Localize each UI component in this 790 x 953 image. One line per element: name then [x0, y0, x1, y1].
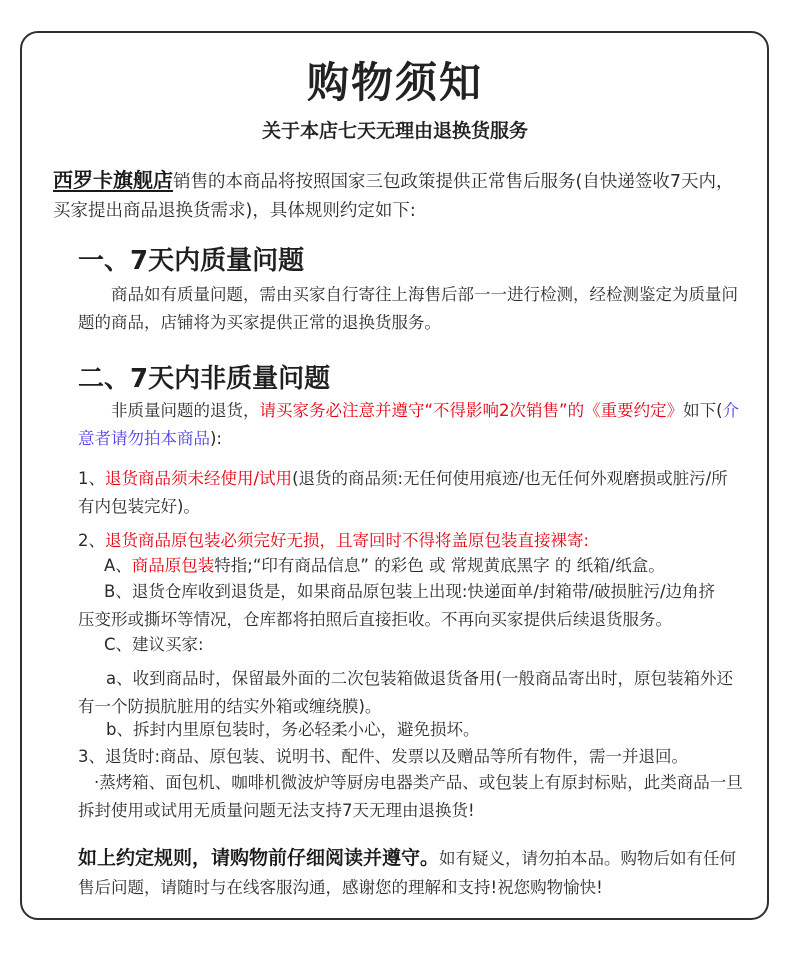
item-1-highlight: 退货商品须未经使用/试用: [105, 469, 293, 488]
section2-heading: 二、7天内非质量问题: [78, 364, 331, 394]
page-title: 购物须知: [306, 58, 483, 107]
item-1-text: (退货的商品须:无任何使用痕迹/也无任何外观磨损或脏污/所有内包装完好)。: [78, 469, 728, 516]
section1-body: 商品如有质量问题，需由买家自行寄往上海售后部一一进行检测，经检测鉴定为质量问题的商品，店铺将为买家提供正常的退换货服务。: [78, 285, 738, 332]
item-3-note: ·蒸烤箱、面包机、咖啡机微波炉等厨房电器类产品、或包装上有原封标贴，此类商品一旦拆封使用或试用无质量问题无法支持7天无理由退换货!: [78, 773, 743, 820]
intro-paragraph: [53, 166, 743, 226]
lead-text: 非质量问题的退货，: [111, 401, 260, 420]
item-2a-highlight: 商品原包装: [131, 556, 215, 575]
item-1: [78, 465, 743, 521]
item-2c: C、建议买家:: [104, 635, 204, 654]
section2-lead: [78, 397, 743, 453]
warning-text: 介意者请勿拍本商品: [78, 401, 740, 448]
section1-heading: 一、7天内质量问题: [78, 246, 305, 276]
lead-text-2: 如下(: [683, 401, 723, 420]
item-2c-a: a、收到商品时，保留最外面的二次包装箱做退货备用(一般商品寄出时，原包装箱外还有一个防损肮脏用的结实外箱或缠绕膜)。: [78, 669, 734, 716]
item-2: [78, 527, 743, 555]
important-agreement-text: 请买家务必注意并遵守“不得影响2次销售”的《重要约定》: [259, 401, 684, 420]
closing-strong: 如上约定规则，请购物前仔细阅读并遵守。: [78, 847, 440, 869]
item-2b: B、退货仓库收到退货是，如果商品原包装上出现:快递面单/封箱带/破损脏污/边角挤压变形或撕坏等情况，仓库都将拍照后直接拒收。不再向买家提供后续退货服务。: [78, 582, 716, 629]
item-2a-text: 特指;“印有商品信息” 的彩色 或 常规黄底黑字 的 纸箱/纸盒。: [214, 556, 665, 575]
item-1-number: 1、: [78, 469, 105, 488]
item-3: 3、退货时:商品、原包装、说明书、配件、发票以及赠品等所有物件，需一并退回。: [78, 747, 689, 766]
lead-text-3: ):: [210, 429, 222, 448]
closing-paragraph: [78, 844, 743, 902]
closing-text: 如有疑义，请勿拍本品。购物后如有任何售后问题，请随时与在线客服沟通，感谢您的理解和支持!祝您购物愉快!: [78, 849, 737, 897]
item-2-highlight: 退货商品原包装必须完好无损，且寄回时不得将盖原包装直接裸寄:: [105, 531, 590, 550]
intro-text: 销售的本商品将按照国家三包政策提供正常售后服务(自快递签收7天内，买家提出商品退换货需求)，具体规则约定如下:: [53, 172, 734, 221]
item-2c-b: b、拆封内里原包装时，务必轻柔小心，避免损坏。: [106, 720, 480, 739]
item-2a-label: A、: [104, 556, 132, 575]
store-name: 西罗卡旗舰店: [53, 168, 173, 192]
page-subtitle: 关于本店七天无理由退换货服务: [261, 120, 528, 142]
item-2a: [104, 552, 744, 580]
item-2-number: 2、: [78, 531, 105, 550]
